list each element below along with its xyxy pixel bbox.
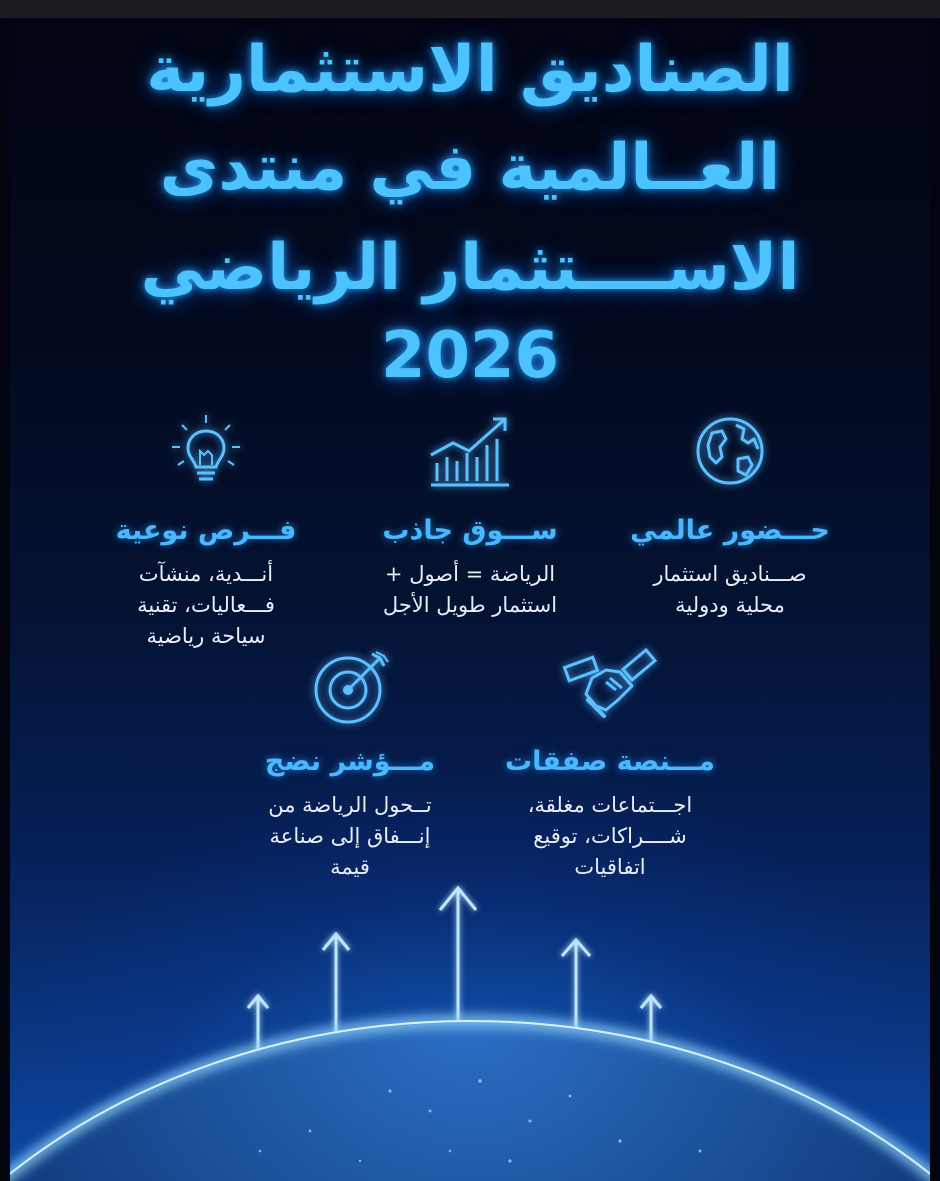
top-bar (0, 0, 940, 18)
infographic-poster (10, 18, 930, 1181)
feature-title: ســـوق جاذب (382, 515, 558, 546)
title-year: 2026 (380, 319, 560, 393)
title-line-2: العــالمية في منتدى (159, 131, 781, 205)
title-line-3: الاســــتثمار الرياضي (140, 231, 800, 305)
title-line-1: الصناديق الاستثمارية (146, 33, 794, 107)
earth-horizon-illustration (10, 1001, 930, 1181)
feature-description: صـــناديق استثمار محلية ودولية (653, 562, 807, 617)
feature-title: فـــرص نوعية (115, 515, 297, 546)
feature-description: اجـــتماعات مغلقة، شــــراكات، توقيع اتفاقيات (527, 793, 693, 879)
feature-description: أنـــدية، منشآت فـــعاليات، تقنية سياحة رياضية (137, 562, 275, 648)
feature-title: مـــنصة صفقات (504, 746, 716, 777)
feature-title: مـــؤشر نضج (264, 746, 436, 777)
feature-title: حـــضور عالمي (630, 515, 830, 546)
feature-description: الرياضة = أصول + استثمار طويل الأجل (382, 562, 558, 617)
feature-description: تــحول الرياضة من إنـــفاق إلى صناعة قيمة (268, 793, 432, 879)
